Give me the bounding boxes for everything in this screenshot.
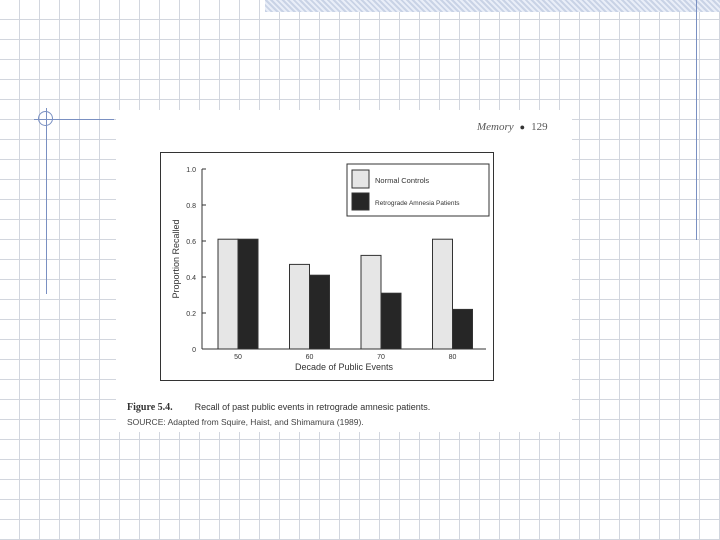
x-tick-label-80: 80 [448, 354, 457, 361]
legend-swatch-amnesia-patients [352, 193, 369, 210]
top-decorative-band [265, 0, 720, 12]
figure-number: Figure 5.4. [127, 402, 173, 413]
bar-normal-controls-50 [218, 239, 238, 349]
y-tick-label-0: 0 [192, 347, 196, 354]
bar-normal-controls-60 [290, 264, 310, 349]
y-tick-label-1.0: 1.0 [186, 167, 196, 174]
figure-source: SOURCE: Adapted from Squire, Haist, and Shimamura (1989). [127, 417, 364, 427]
bar-amnesia-patients-50 [238, 239, 258, 349]
page-number: 129 [531, 121, 548, 133]
bar-amnesia-patients-80 [453, 309, 473, 349]
y-tick-label-0.6: 0.6 [186, 239, 196, 246]
left-vertical-rule [46, 108, 47, 294]
y-axis-label: Proportion Recalled [171, 219, 181, 299]
y-tick-label-0.8: 0.8 [186, 203, 196, 210]
chart-frame [160, 152, 494, 381]
x-tick-label-70: 70 [377, 354, 385, 361]
bar-amnesia-patients-60 [310, 275, 330, 349]
x-tick-label-60: 60 [305, 354, 314, 361]
x-tick-label-50: 50 [234, 354, 242, 361]
bar-chart [161, 153, 493, 380]
y-tick-label-0.4: 0.4 [186, 275, 196, 282]
caption-text: Recall of past public events in retrograde amnesic patients. [194, 402, 431, 412]
bar-normal-controls-70 [361, 255, 381, 349]
legend-swatch-normal-controls [352, 170, 369, 188]
figure-caption [127, 402, 430, 413]
y-tick-label-0.2: 0.2 [186, 311, 196, 318]
rule-ring-ornament [38, 111, 53, 126]
legend-label-amnesia-patients: Retrograde Amnesia Patients [375, 200, 460, 207]
x-axis-label: Decade of Public Events [294, 362, 394, 372]
running-head [477, 121, 548, 133]
bar-normal-controls-80 [433, 239, 453, 349]
bar-amnesia-patients-70 [381, 293, 401, 349]
running-head-title: Memory [477, 121, 514, 133]
legend-label-normal-controls: Normal Controls [375, 176, 430, 185]
right-vertical-rule [696, 0, 697, 240]
bullet-icon: ● [519, 122, 526, 132]
legend [347, 164, 489, 216]
